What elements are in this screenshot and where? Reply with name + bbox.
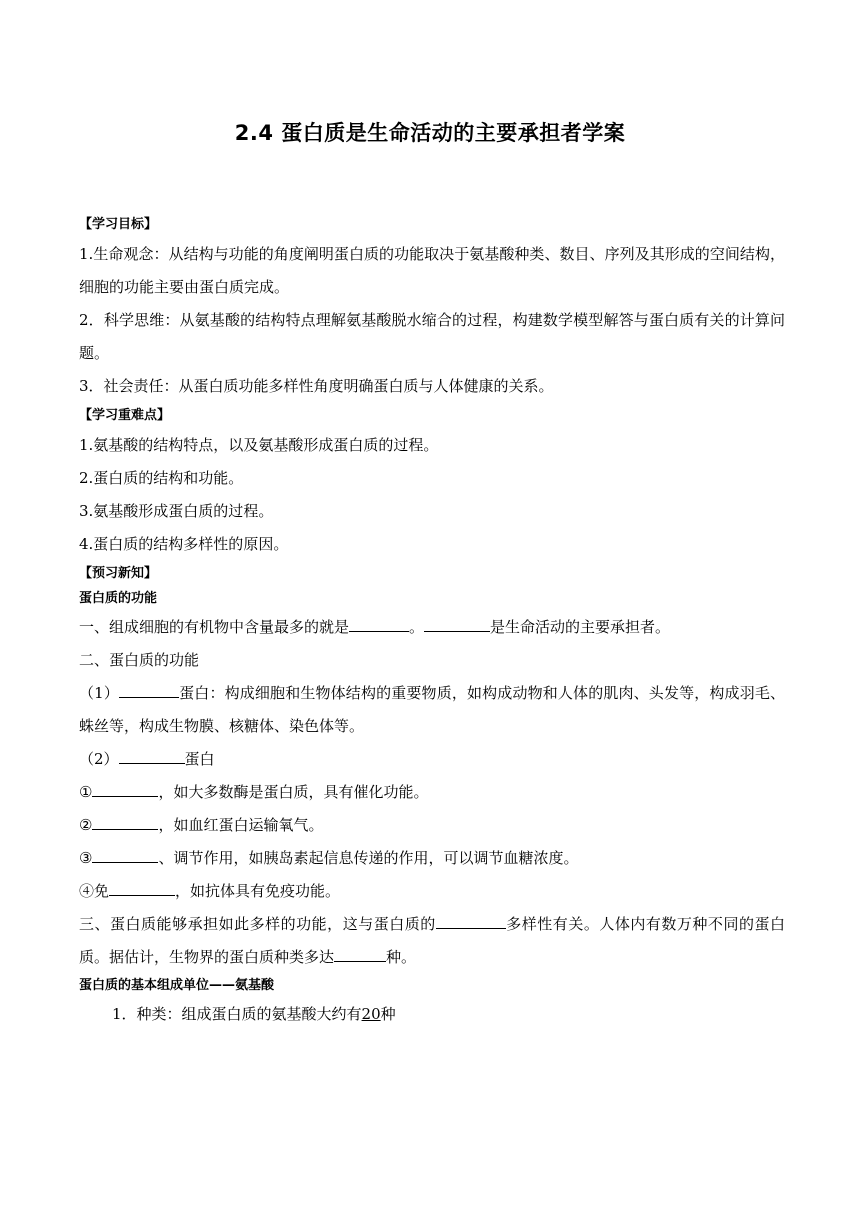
- question-2-item-1-prefix: （1）: [79, 684, 119, 702]
- amino-acid-kind-prefix: 1．种类：组成蛋白质的氨基酸大约有: [112, 1005, 362, 1023]
- sub-item-1: [79, 776, 785, 809]
- section-amino-acid-title: 蛋白质的基本组成单位——氨基酸: [79, 978, 275, 993]
- question-2-item-2: [79, 743, 785, 776]
- objective-item-3: 3．社会责任：从蛋白质功能多样性角度明确蛋白质与人体健康的关系。: [79, 377, 554, 395]
- sub-item-1-text: ，如大多数酶是蛋白质，具有催化功能。: [158, 783, 429, 801]
- fill-blank[interactable]: [334, 944, 386, 962]
- key-point-item-3: 3.氨基酸形成蛋白质的过程。: [79, 502, 274, 520]
- key-points-heading: 【学习重难点】: [79, 408, 171, 423]
- question-2-item-1-text: 蛋白：构成细胞和生物体结构的重要物质，如构成动物和人体的肌肉、头发等，构成羽毛、蛛丝等，构成生物膜、核糖体、染色体等。: [79, 684, 785, 735]
- sub-item-2-text: ，如血红蛋白运输氧气。: [158, 816, 324, 834]
- sub-item-4: [79, 875, 785, 908]
- fill-blank[interactable]: [119, 680, 179, 698]
- question-1-text-b: 。: [409, 618, 425, 636]
- question-2-item-2-prefix: （2）: [79, 750, 119, 768]
- fill-blank[interactable]: [349, 614, 409, 632]
- document-title: 2.4 蛋白质是生命活动的主要承担者学案: [234, 121, 626, 145]
- sub-item-2: [79, 809, 785, 842]
- sub-item-4-prefix: ④免: [79, 882, 110, 900]
- sub-item-3: [79, 842, 785, 875]
- question-1-text-a: 一、组成细胞的有机物中含量最多的就是: [79, 618, 350, 636]
- question-2-item-2-text: 蛋白: [184, 750, 215, 768]
- amino-acid-kind-value: 20: [361, 1005, 381, 1023]
- section-protein-function-title: 蛋白质的功能: [79, 591, 158, 606]
- question-1-text-c: 是生命活动的主要承担者。: [490, 618, 671, 636]
- question-3-text-c: 种。: [386, 948, 417, 966]
- key-point-item-1: 1.氨基酸的结构特点，以及氨基酸形成蛋白质的过程。: [79, 436, 439, 454]
- fill-blank[interactable]: [92, 779, 158, 797]
- fill-blank[interactable]: [119, 746, 185, 764]
- question-2-title: 二、蛋白质的功能: [79, 651, 200, 669]
- key-point-item-4: 4.蛋白质的结构多样性的原因。: [79, 535, 289, 553]
- question-3: [79, 908, 785, 974]
- question-3-text-b: 多样性有关。人体内有数万种不同的蛋白质。据估计，生物界的蛋白质种类多达: [79, 915, 785, 966]
- sub-item-3-prefix: ③: [79, 849, 93, 867]
- fill-blank[interactable]: [109, 878, 175, 896]
- sub-item-2-prefix: ②: [79, 816, 93, 834]
- sub-item-1-prefix: ①: [79, 783, 93, 801]
- question-1: [79, 611, 785, 644]
- document-body: [79, 212, 785, 1031]
- objective-item-1: 1.生命观念：从结构与功能的角度阐明蛋白质的功能取决于氨基酸种类、数目、序列及其形成的空间结构，细胞的功能主要由蛋白质完成。: [79, 245, 785, 296]
- fill-blank[interactable]: [436, 911, 506, 929]
- sub-item-4-text: ，如抗体具有免疫功能。: [175, 882, 341, 900]
- question-3-text-a: 三、蛋白质能够承担如此多样的功能，这与蛋白质的: [79, 915, 436, 933]
- objective-item-2: 2．科学思维：从氨基酸的结构特点理解氨基酸脱水缩合的过程，构建数学模型解答与蛋白质有关的计算问题。: [79, 311, 785, 362]
- fill-blank[interactable]: [424, 614, 490, 632]
- amino-acid-kind-item: [79, 998, 785, 1031]
- fill-blank[interactable]: [92, 845, 158, 863]
- objectives-heading: 【学习目标】: [79, 217, 158, 232]
- question-2-item-1: [79, 677, 785, 743]
- key-point-item-2: 2.蛋白质的结构和功能。: [79, 469, 244, 487]
- fill-blank[interactable]: [92, 812, 158, 830]
- preview-heading: 【预习新知】: [79, 566, 158, 581]
- sub-item-3-text: 、调节作用，如胰岛素起信息传递的作用，可以调节血糖浓度。: [158, 849, 579, 867]
- amino-acid-kind-suffix: 种: [380, 1005, 396, 1023]
